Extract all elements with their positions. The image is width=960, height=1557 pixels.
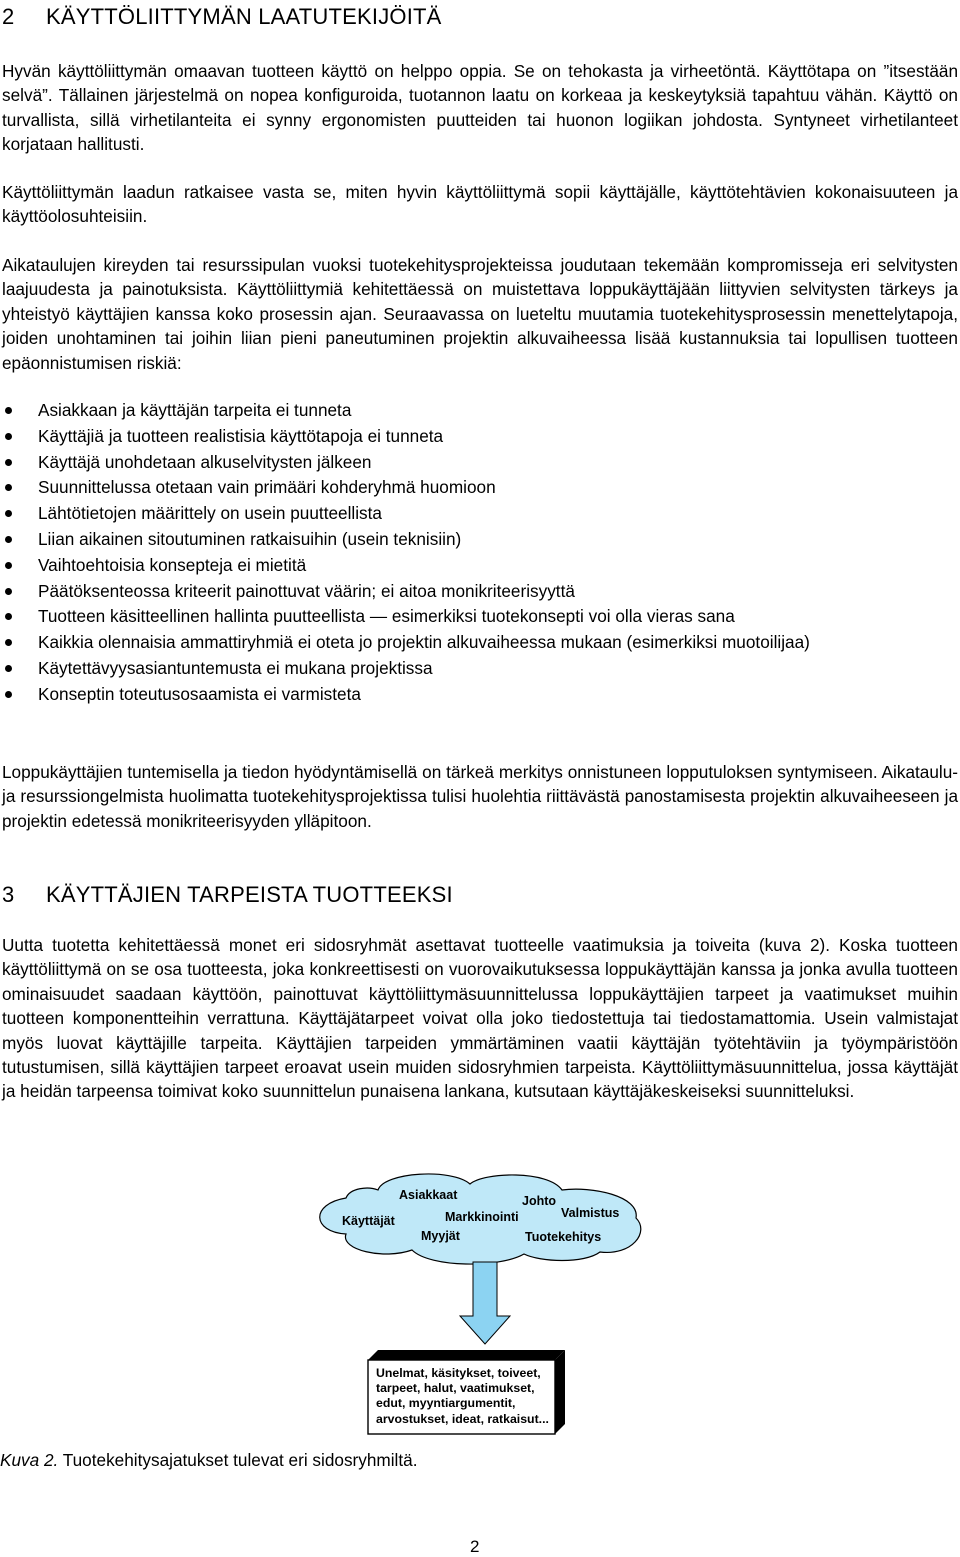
bullet-text: Kaikkia olennaisia ammattiryhmiä ei oteta jo projektin alkuvaiheessa mukaan (esimerkiksi muotoilijaa) xyxy=(38,632,810,653)
figure-caption xyxy=(0,1450,418,1471)
caption-label: Kuva 2. xyxy=(0,1450,59,1470)
label-johto: Johto xyxy=(522,1194,557,1208)
box-text-line: arvostukset, ideat, ratkaisut... xyxy=(376,1411,549,1426)
label-markkinointi: Markkinointi xyxy=(445,1210,519,1224)
bullet-text: Lähtötietojen määrittely on usein puutteellista xyxy=(38,503,382,524)
section-3-title: KÄYTTÄJIEN TARPEISTA TUOTTEEKSI xyxy=(46,882,453,907)
box-text-line: Unelmat, käsitykset, toiveet, xyxy=(376,1366,541,1380)
section-2-paragraph-3: Aikataulujen kireyden tai resurssipulan vuoksi tuotekehitysprojekteissa joudutaan tekemään kompromisseja eri selvitysten laajuudesta ja painotuksista. Käyttöliittymiä kehitettäessä on muistettava loppukäyttäjään liittyvien selvitysten tärkeys ja yhteistyö käyttäjien kanssa koko prosessin ajan. Seuraavassa on lueteltu muutamia tuotekehitysprosessin menettelytapoja, joiden unohtaminen tai joihin liian pieni paneutuminen projektin alkuvaiheessa lisää kustannuksia tai lopullisen tuotteen epäonnistumisen riskiä: xyxy=(2,255,958,373)
page-number: 2 xyxy=(470,1537,480,1556)
section-3-paragraph-1: Uutta tuotetta kehitettäessä monet eri sidosryhmät asettavat tuotteelle vaatimuksia ja toiveita (kuva 2). Koska tuotteen käyttöliittymä on se osa tuotteesta, joka konkreettisesti on vuorovaikutuksessa loppukäyttäjän kanssa ja jonka avulla tuotteen ominaisuudet saadaan käyttöön, painottuvat käyttöliittymäsuunnittelussa loppukäyttäjien tarpeet ja vaatimukset muihin tuotteen komponentteihin verrattuna. Käyttäjätarpeet voivat olla joko tiedostettuja tai tiedostamattomia. Usein valmistajat myös luovat käyttäjille tarpeita. Käyttäjien tarpeiden ymmärtäminen vaatii käyttäjän työtehtäviin ja työympäristöön tutustumisen, sillä käyttäjien tarpeet eroavat usein muiden sidosryhmien tarpeista. Käyttöliittymäsuunnittelua, jossa käyttäjät ja heidän tarpeensa toimivat koko suunnittelun punaisena lankana, kutsutaan käyttäjäkeskeiseksi suunnitteluksi. xyxy=(2,935,958,1102)
label-asiakkaat: Asiakkaat xyxy=(399,1188,458,1202)
section-2-paragraph-4: Loppukäyttäjien tuntemisella ja tiedon hyödyntämisellä on tärkeä merkitys onnistuneen lopputuloksen syntymiseen. Aikataulu- ja resurssiongelmista huolimatta tuotekehitysprojektissa tulisi huolehtia riittävästä panostamisesta projektin alkuvaiheeseen ja projektin edetessä monikriteerisyyden ylläpitoon. xyxy=(2,762,958,831)
bullet-text: Vaihtoehtoisia konsepteja ei mietitä xyxy=(38,554,307,575)
bullet-text: Tuotteen käsitteellinen hallinta puutteellista — esimerkiksi tuotekonsepti voi olla vieras sana xyxy=(38,606,735,627)
label-valmistus: Valmistus xyxy=(561,1206,620,1220)
label-kayttajat: Käyttäjät xyxy=(342,1214,395,1228)
bullet-text: Käytettävyysasiantuntemusta ei mukana projektissa xyxy=(38,657,433,678)
box-text-line: edut, myyntiargumentit, xyxy=(376,1396,516,1411)
section-2-title: KÄYTTÖLIITTYMÄN LAATUTEKIJÖITÄ xyxy=(46,4,442,29)
section-3-number: 3 xyxy=(2,882,15,907)
caption-text: Tuotekehitysajatukset tulevat eri sidosryhmiltä. xyxy=(58,1450,418,1470)
bullet-text: Asiakkaan ja käyttäjän tarpeita ei tunneta xyxy=(38,400,352,420)
bullet-text: Päätöksenteossa kriteerit painottuvat väärin; ei aitoa monikriteerisyyttä xyxy=(38,580,575,601)
bullet-text: Käyttäjä unohdetaan alkuselvitysten jälkeen xyxy=(38,451,372,472)
bullet-text: Käyttäjiä ja tuotteen realistisia käyttötapoja ei tunneta xyxy=(38,425,444,446)
bullet-text: Liian aikainen sitoutuminen ratkaisuihin (usein teknisiin) xyxy=(38,528,462,549)
bullet-text: Konseptin toteutusosaamista ei varmisteta xyxy=(38,683,361,704)
down-arrow xyxy=(460,1262,510,1344)
needs-box-text xyxy=(376,1366,566,1427)
section-2-number: 2 xyxy=(2,4,15,29)
bullet-text: Suunnittelussa otetaan vain primääri kohderyhmä huomioon xyxy=(38,477,496,498)
box-text-line: tarpeet, halut, vaatimukset, xyxy=(376,1381,535,1396)
label-tuotekehitys: Tuotekehitys xyxy=(525,1230,602,1244)
section-2-paragraph-2: Käyttöliittymän laadun ratkaisee vasta se, miten hyvin käyttöliittymä sopii käyttäjälle, käyttötehtävien kokonaisuuteen ja käyttöolosuhteisiin. xyxy=(2,182,958,227)
label-myyjat: Myyjät xyxy=(421,1229,460,1243)
section-2-paragraph-1: Hyvän käyttöliittymän omaavan tuotteen käyttö on helppo oppia. Se on tehokasta ja virheetöntä. Käyttötapa on ”itsestään selvä”. Tällainen järjestelmä on nopea konfiguroida, tuotannon laatu on korkeaa ja keskeytyksiä tapahtuu vähän. Käyttö on turvallista, sillä virhetilanteita ei synny ergonomisten puutteiden tai huonon logiikan johdosta. Syntyneet virhetilanteet korjataan hallitusti. xyxy=(2,61,958,155)
